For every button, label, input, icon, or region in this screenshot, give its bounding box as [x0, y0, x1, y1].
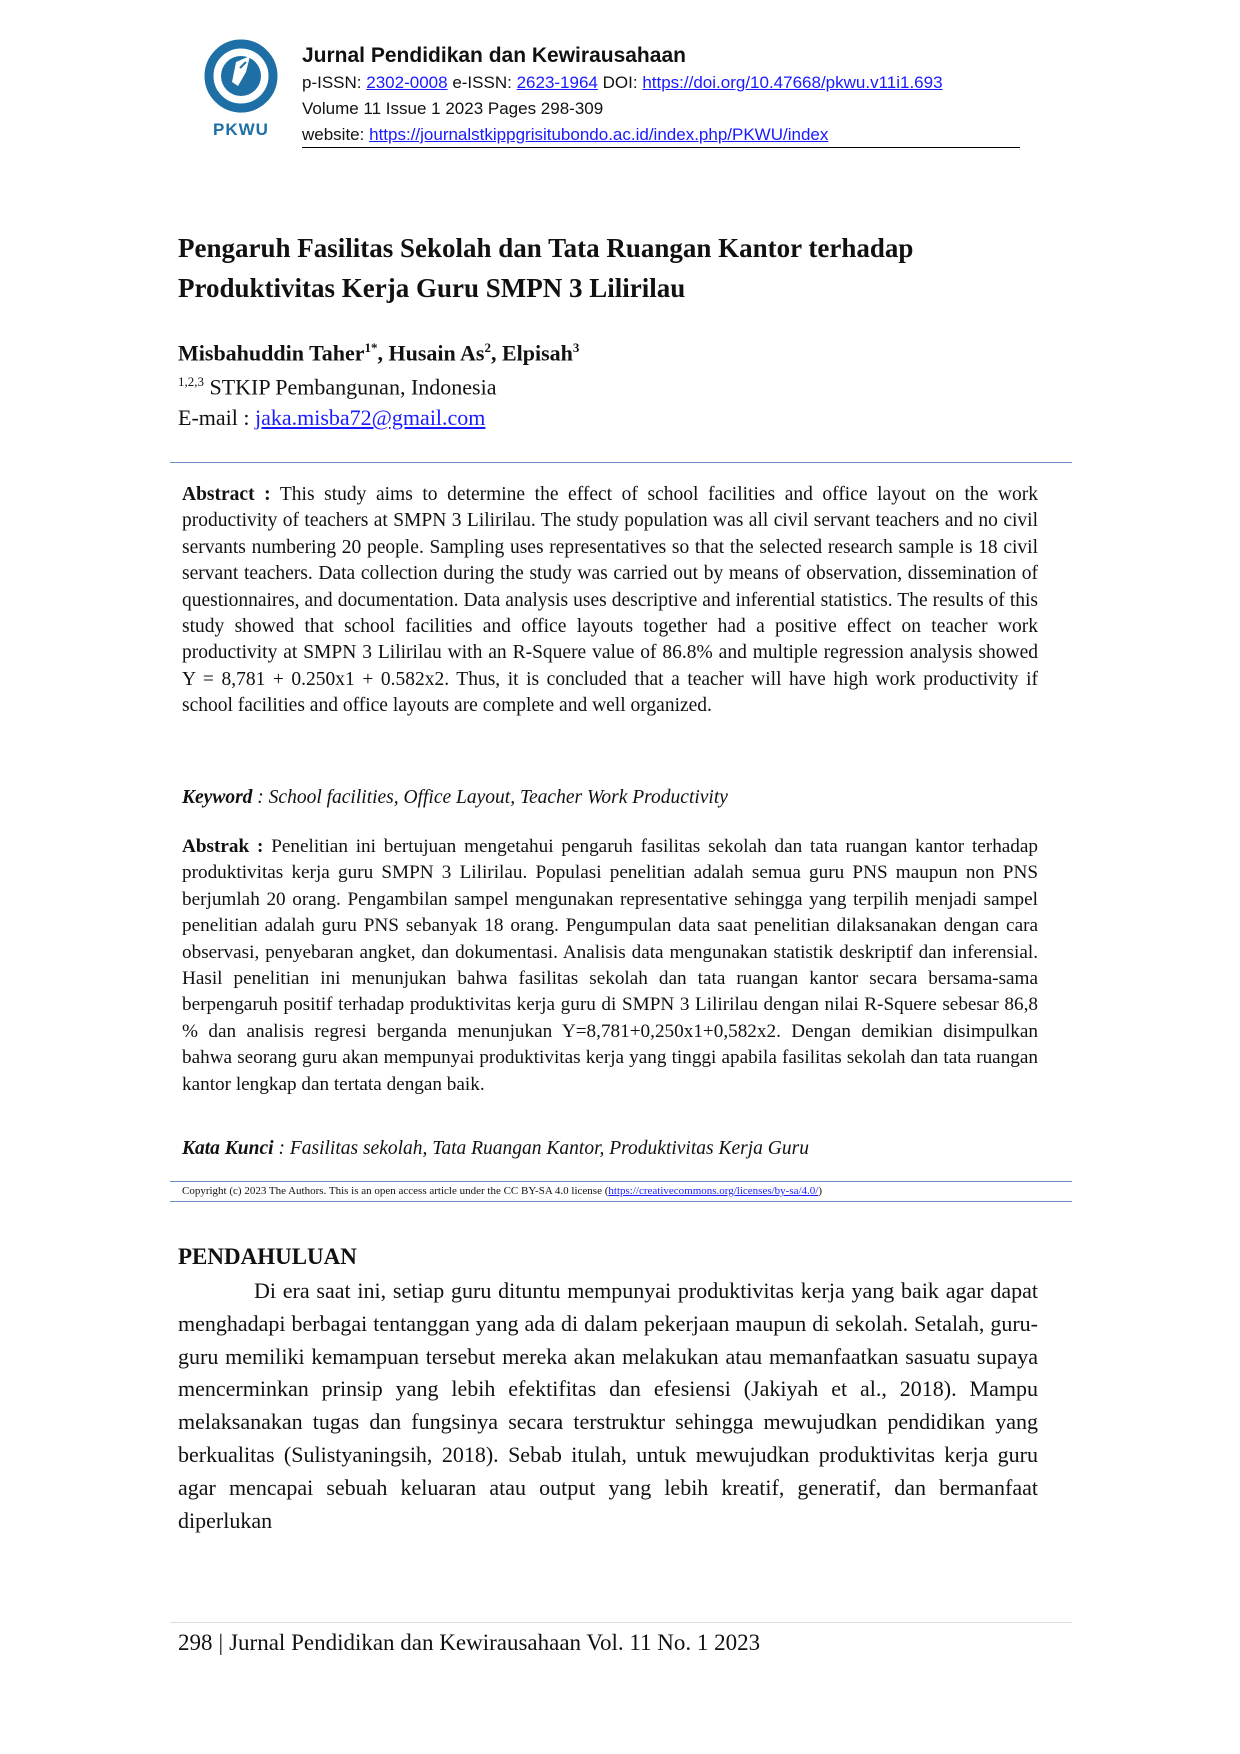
article-title-line1: Pengaruh Fasilitas Sekolah dan Tata Ruangan Kantor terhadap — [178, 233, 914, 263]
pissn-link[interactable]: 2302-0008 — [366, 73, 448, 92]
logo-text: PKWU — [213, 120, 269, 139]
eissn-label: e-ISSN: — [452, 73, 512, 92]
website-label: website: — [302, 125, 365, 144]
corresponding-mark: * — [370, 340, 378, 355]
email-label: E-mail : — [178, 405, 250, 430]
kata-kunci-list: : Fasilitas sekolah, Tata Ruangan Kantor, Produktivitas Kerja Guru — [273, 1138, 809, 1159]
copyright-close: ) — [818, 1185, 823, 1197]
header-divider — [302, 147, 1020, 148]
body-paragraph: Di era saat ini, setiap guru dituntu mempunyai produktivitas kerja yang baik agar dapat menghadapi berbagai tentanggan yang ada di dalam pekerjaan maupun di sekolah. Setalah, guru-guru memiliki kemampuan tersebut mereka akan melakukan atau memanfaatkan sasuatu supaya mencerminkan prinsip yang lebih efektifitas dan efesiensi (Jakiyah et al., 2018). Mampu melaksanakan tugas dan fungsinya secara terstruktur sehingga mewujudkan pendidikan yang berkualitas (Sulistyaningsih, 2018). Sebab itulah, untuk mewujudkan produktivitas kerja guru agar mencapai sebuah keluaran atau output yang lebih kreatif, generatif, dan bermanfaat diperlukan — [178, 1278, 1038, 1533]
abstrak-text: Penelitian ini bertujuan mengetahui pengaruh fasilitas sekolah dan tata ruangan kantor terhadap produktivitas kerja guru SMPN 3 Lilirilau. Populasi penelitian adalah semua guru PNS maupun non PNS berjumlah 20 orang. Pengambilan sampel mengunakan representative sehingga yang terpilih menjadi sampel penelitian adalah guru PNS sebanyak 18 orang. Pengumpulan data saat penelitian dilaksanakan dengan cara observasi, penyebaran angket, dan dokumentasi. Analisis data mengunakan statistik deskriptif dan inferensial. Hasil penelitian ini menunjukan bahwa fasilitas sekolah dan tata ruangan kantor secara bersama-sama berpengaruh positif terhadap produktivitas kerja guru di SMPN 3 Lilirilau dengan nilai R-Squere sebesar 86,8 % dan analisis regresi berganda menunjukan Y=8,781+0,250x1+0,582x2. Dengan demikian disimpulkan bahwa seorang guru akan mempunyai produktivitas kerja yang tinggi apabila fasilitas sekolah dan tata ruangan kantor lengkap dan tertata dengan baik. — [182, 836, 1039, 1095]
pissn-label: p-ISSN: — [302, 73, 362, 92]
doi-link[interactable]: https://doi.org/10.47668/pkwu.v11i1.693 — [642, 73, 943, 92]
affiliation-superscript: 1,2,3 — [178, 374, 204, 389]
journal-logo — [200, 36, 282, 140]
website-link[interactable]: https://journalstkippgrisitubondo.ac.id/index.php/PKWU/index — [369, 125, 829, 144]
copyright-top-divider — [170, 1181, 1072, 1182]
journal-header — [302, 42, 1022, 148]
issn-line — [302, 70, 1022, 96]
footer-divider — [170, 1622, 1072, 1623]
abstract-label: Abstract : — [182, 484, 271, 505]
footer-separator: | — [218, 1630, 224, 1655]
pen-nib-logo-icon — [200, 36, 282, 120]
keyword-list: : School facilities, Office Layout, Teacher Work Productivity — [252, 787, 728, 808]
copyright-notice — [182, 1185, 822, 1197]
abstract-english — [182, 482, 1038, 720]
doi-label: DOI: — [602, 73, 638, 92]
author-superscript: 2 — [484, 340, 491, 355]
keywords-indonesian — [182, 1138, 809, 1160]
article-title — [178, 228, 1058, 308]
abstract-indonesian — [182, 834, 1038, 1098]
footer-journal-ref: Jurnal Pendidikan dan Kewirausahaan Vol. 11 No. 1 2023 — [229, 1630, 761, 1655]
author-superscript: 3 — [572, 340, 580, 355]
author-name: Husain As — [388, 340, 485, 366]
section-heading: PENDAHULUAN — [178, 1244, 357, 1269]
abstract-top-divider — [170, 462, 1072, 463]
affiliation — [178, 374, 496, 400]
article-title-line2: Produktivitas Kerja Guru SMPN 3 Lilirilau — [178, 273, 686, 303]
email-link[interactable]: jaka.misba72@gmail.com — [254, 405, 486, 430]
affiliation-text: STKIP Pembangunan, Indonesia — [209, 374, 497, 400]
author-list: Misbahuddin Taher$^{1*}$, Husain As$^2$, Elpisah$^3$ — [178, 340, 580, 366]
abstrak-label: Abstrak : — [182, 836, 264, 857]
author-name: Elpisah — [501, 340, 573, 366]
journal-title: Jurnal Pendidikan dan Kewirausahaan — [302, 44, 686, 67]
abstract-text: This study aims to determine the effect of school facilities and office layout on the work productivity of teachers at SMPN 3 Lilirilau. The study population was all civil servant teachers and no civil servants numbering 20 people. Sampling uses representatives so that the selected research sample is 18 civil servant teachers. Data collection during the study was carried out by means of observation, dissemination of questionnaires, and documentation. Data analysis uses descriptive and inferential statistics. The results of this study showed that school facilities and office layouts together had a positive effect on teacher work productivity at SMPN 3 Lilirilau with an R-Squere value of 86.8% and multiple regression analysis showed Y = 8,781 + 0.250x1 + 0.582x2. Thus, it is concluded that a teacher will have high work productivity if school facilities and office layouts are complete and well organized. — [182, 484, 1038, 717]
website-line — [302, 122, 1022, 148]
kata-kunci-label: Kata Kunci — [182, 1138, 274, 1159]
page-number: 298 — [178, 1630, 213, 1655]
email-line — [178, 405, 485, 431]
keywords-english — [182, 787, 728, 809]
license-link[interactable]: https://creativecommons.org/licenses/by-sa/4.0/ — [608, 1185, 819, 1197]
volume-line: Volume 11 Issue 1 2023 Pages 298-309 — [302, 99, 604, 118]
page-footer — [178, 1630, 760, 1656]
author-superscript: 1 — [364, 340, 371, 355]
eissn-link[interactable]: 2623-1964 — [516, 73, 598, 92]
copyright-text: Copyright (c) 2023 The Authors. This is an open access article under the CC BY-SA 4.0 license ( — [182, 1185, 609, 1197]
copyright-bottom-divider — [170, 1201, 1072, 1202]
keyword-label: Keyword — [182, 787, 253, 808]
author-name: Misbahuddin Taher — [178, 340, 365, 366]
